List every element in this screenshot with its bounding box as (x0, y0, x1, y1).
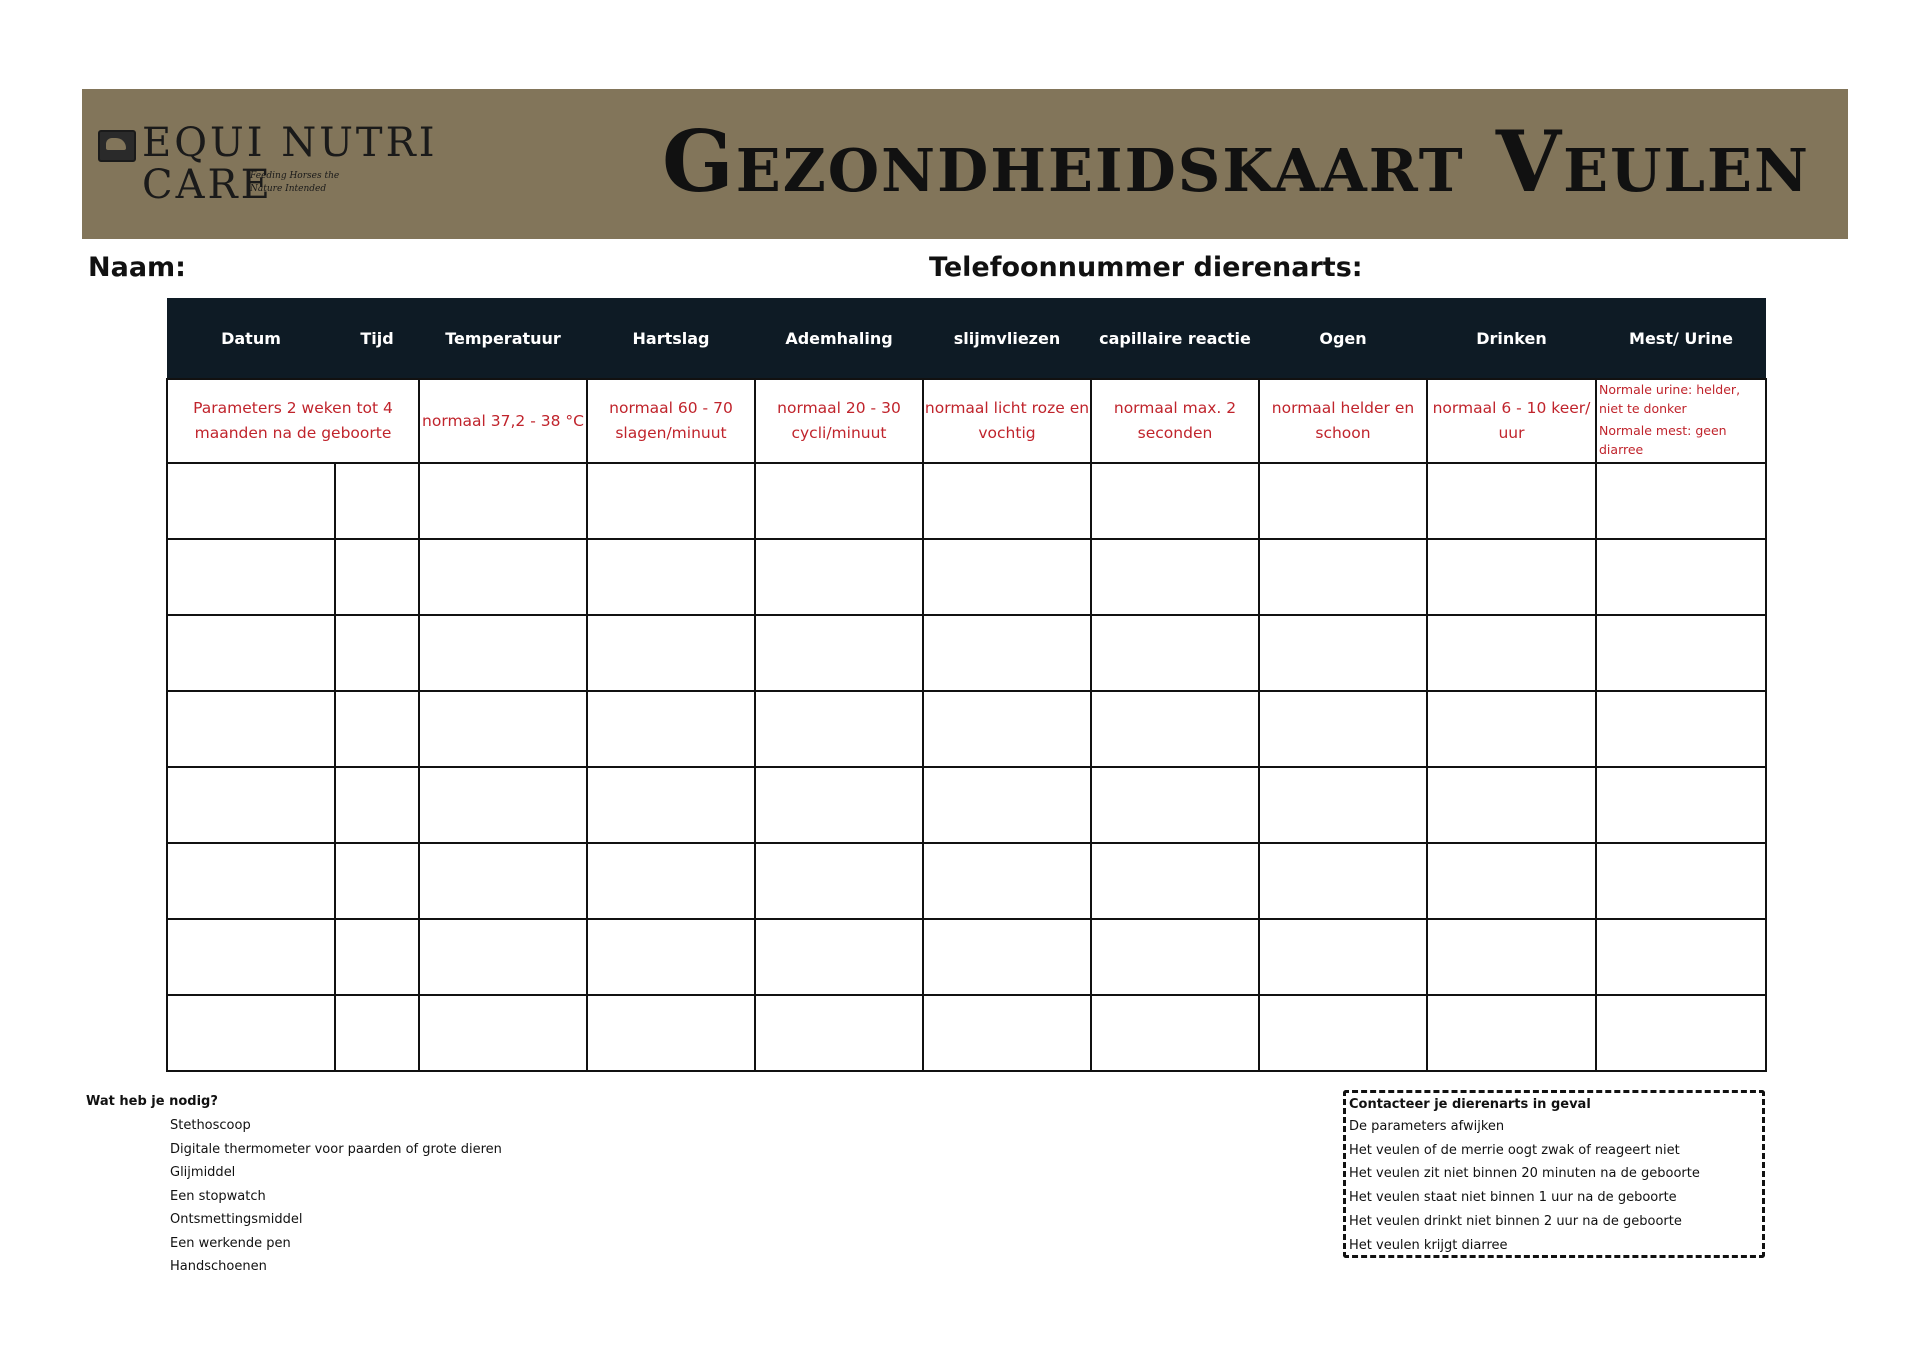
entry-cell[interactable] (1427, 919, 1596, 995)
entry-cell[interactable] (1259, 539, 1427, 615)
entry-cell[interactable] (167, 691, 335, 767)
entry-cell[interactable] (923, 691, 1091, 767)
entry-cell[interactable] (167, 539, 335, 615)
entry-cell[interactable] (335, 463, 419, 539)
param-hartslag: normaal 60 - 70 slagen/minuut (587, 379, 755, 463)
entry-cell[interactable] (1259, 919, 1427, 995)
param-mest-text: Normale mest: geen diarree (1599, 423, 1727, 457)
entry-cell[interactable] (755, 691, 923, 767)
entry-cell[interactable] (1259, 463, 1427, 539)
health-table (166, 298, 1767, 1072)
entry-cell[interactable] (1427, 691, 1596, 767)
entry-cell[interactable] (419, 767, 587, 843)
entry-cell[interactable] (1427, 767, 1596, 843)
logo-line2: CARE (142, 162, 273, 208)
entry-cell[interactable] (755, 995, 923, 1071)
param-drinken: normaal 6 - 10 keer/ uur (1427, 379, 1596, 463)
entry-cell[interactable] (167, 995, 335, 1071)
table-row (167, 767, 1766, 843)
table-row (167, 463, 1766, 539)
param-mest-urine (1596, 379, 1766, 463)
table-header-row (167, 298, 1766, 379)
table-row (167, 843, 1766, 919)
entry-cell[interactable] (1259, 615, 1427, 691)
entry-cell[interactable] (1091, 463, 1259, 539)
table-row (167, 615, 1766, 691)
list-item: Digitale thermometer voor paarden of grote dieren (170, 1141, 502, 1157)
entry-cell[interactable] (755, 615, 923, 691)
parameter-row (167, 379, 1766, 463)
needs-section (86, 1094, 502, 1279)
param-ademhaling: normaal 20 - 30 cycli/minuut (755, 379, 923, 463)
entry-cell[interactable] (1596, 843, 1766, 919)
entry-cell[interactable] (1091, 767, 1259, 843)
entry-cell[interactable] (1259, 767, 1427, 843)
list-item: Glijmiddel (170, 1165, 236, 1180)
entry-cell[interactable] (587, 691, 755, 767)
entry-cell[interactable] (923, 767, 1091, 843)
entry-cell[interactable] (1596, 539, 1766, 615)
entry-cell[interactable] (1091, 919, 1259, 995)
header-capillaire: capillaire reactie (1091, 298, 1259, 379)
header-drinken: Drinken (1427, 298, 1596, 379)
entry-cell[interactable] (587, 463, 755, 539)
entry-cell[interactable] (1427, 615, 1596, 691)
entry-cell[interactable] (1091, 539, 1259, 615)
param-ogen: normaal helder en schoon (1259, 379, 1427, 463)
horse-icon (98, 130, 136, 162)
logo-line1: EQUI NUTRI (142, 120, 438, 166)
entry-cell[interactable] (419, 843, 587, 919)
entry-cell[interactable] (1596, 767, 1766, 843)
table-row (167, 919, 1766, 995)
contact-box (1343, 1090, 1765, 1258)
header-slijmvliezen: slijmvliezen (923, 298, 1091, 379)
list-item: De parameters afwijken (1349, 1119, 1505, 1134)
page-title: Gezondheidskaart Veulen (662, 112, 1810, 211)
entry-cell[interactable] (755, 539, 923, 615)
contact-list (1349, 1115, 1759, 1257)
param-temperatuur: normaal 37,2 - 38 °C (419, 379, 587, 463)
entry-cell[interactable] (923, 615, 1091, 691)
list-item: Het veulen of de merrie oogt zwak of reageert niet (1349, 1142, 1680, 1158)
entry-cell[interactable] (1091, 691, 1259, 767)
entry-cell[interactable] (1596, 615, 1766, 691)
entry-cell[interactable] (587, 539, 755, 615)
entry-cell[interactable] (755, 919, 923, 995)
entry-cell[interactable] (1259, 691, 1427, 767)
entry-cell[interactable] (1091, 615, 1259, 691)
list-item: Een werkende pen (170, 1235, 291, 1251)
entry-cell[interactable] (755, 767, 923, 843)
header-ogen: Ogen (1259, 298, 1427, 379)
header-hartslag: Hartslag (587, 298, 755, 379)
entry-cell[interactable] (1596, 919, 1766, 995)
table-row (167, 691, 1766, 767)
entry-cell[interactable] (335, 691, 419, 767)
list-item: Het veulen drinkt niet binnen 2 uur na de geboorte (1349, 1213, 1682, 1229)
entry-cell[interactable] (587, 919, 755, 995)
entry-cell[interactable] (587, 767, 755, 843)
header-tijd: Tijd (335, 298, 419, 379)
entry-cell[interactable] (335, 843, 419, 919)
entry-cell[interactable] (167, 463, 335, 539)
entry-cell[interactable] (1091, 995, 1259, 1071)
entry-cell[interactable] (419, 463, 587, 539)
entry-cell[interactable] (923, 843, 1091, 919)
logo-tagline: Feeding Horses the Nature Intended (250, 171, 340, 194)
entry-cell[interactable] (1596, 691, 1766, 767)
list-item: Ontsmettingsmiddel (170, 1212, 303, 1227)
header-temperatuur: Temperatuur (419, 298, 587, 379)
list-item: Een stopwatch (170, 1188, 266, 1204)
header-ademhaling: Ademhaling (755, 298, 923, 379)
telefoon-label: Telefoonnummer dierenarts: (929, 252, 1363, 283)
entry-cell[interactable] (1596, 995, 1766, 1071)
entry-cell[interactable] (419, 995, 587, 1071)
entry-cell[interactable] (167, 919, 335, 995)
entry-cell[interactable] (335, 615, 419, 691)
table-row (167, 539, 1766, 615)
entry-cell[interactable] (923, 995, 1091, 1071)
entry-cell[interactable] (335, 767, 419, 843)
header-datum: Datum (167, 298, 335, 379)
entry-cell[interactable] (167, 767, 335, 843)
param-datum-tijd: Parameters 2 weken tot 4 maanden na de geboorte (167, 379, 419, 463)
entry-cell[interactable] (335, 539, 419, 615)
entry-cell[interactable] (1259, 843, 1427, 919)
naam-label: Naam: (88, 252, 186, 283)
list-item: Handschoenen (170, 1259, 267, 1274)
entry-cell[interactable] (923, 919, 1091, 995)
entry-cell[interactable] (755, 463, 923, 539)
entry-cell[interactable] (419, 539, 587, 615)
entry-cell[interactable] (419, 919, 587, 995)
entry-cell[interactable] (755, 843, 923, 919)
logo (98, 120, 438, 208)
entry-cell[interactable] (335, 995, 419, 1071)
list-item: Het veulen zit niet binnen 20 minuten na de geboorte (1349, 1166, 1700, 1182)
entry-cell[interactable] (419, 615, 587, 691)
list-item: Het veulen krijgt diarree (1349, 1237, 1508, 1253)
entry-cell[interactable] (587, 995, 755, 1071)
entry-cell[interactable] (1427, 539, 1596, 615)
contact-heading: Contacteer je dierenarts in geval (1349, 1097, 1591, 1112)
param-urine-text: Normale urine: helder, niet te donker (1599, 382, 1741, 416)
entry-cell[interactable] (419, 691, 587, 767)
list-item: Stethoscoop (170, 1118, 251, 1133)
entry-cell[interactable] (1596, 463, 1766, 539)
entry-cell[interactable] (1427, 995, 1596, 1071)
entry-cell[interactable] (167, 843, 335, 919)
entry-cell[interactable] (587, 615, 755, 691)
entry-cell[interactable] (335, 919, 419, 995)
entry-cell[interactable] (1427, 463, 1596, 539)
needs-heading: Wat heb je nodig? (86, 1094, 218, 1109)
header-mest-urine: Mest/ Urine (1596, 298, 1766, 379)
param-slijmvliezen: normaal licht roze en vochtig (923, 379, 1091, 463)
param-capillaire: normaal max. 2 seconden (1091, 379, 1259, 463)
needs-list (86, 1114, 502, 1279)
entry-cell[interactable] (167, 615, 335, 691)
entry-cell[interactable] (1427, 843, 1596, 919)
entry-cell[interactable] (1091, 843, 1259, 919)
entry-cell[interactable] (1259, 995, 1427, 1071)
table-row (167, 995, 1766, 1071)
entry-cell[interactable] (587, 843, 755, 919)
entry-cell[interactable] (923, 463, 1091, 539)
entry-cell[interactable] (923, 539, 1091, 615)
list-item: Het veulen staat niet binnen 1 uur na de geboorte (1349, 1190, 1677, 1206)
